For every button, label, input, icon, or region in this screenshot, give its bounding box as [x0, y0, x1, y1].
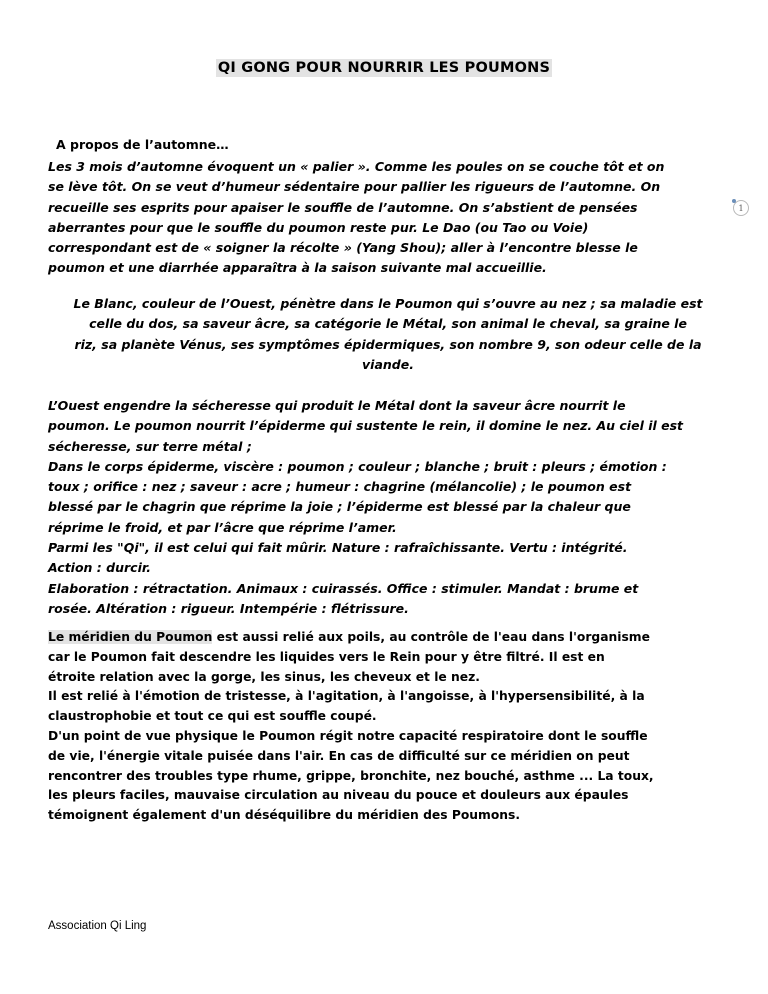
text-line: se lève tôt. On se veut d’humeur sédentaire pour pallier les rigueurs de l’automne. On: [48, 179, 661, 195]
text-line: D'un point de vue physique le Poumon régit notre capacité respiratoire dont le souffle: [48, 728, 648, 743]
page-title-text: QI GONG POUR NOURRIR LES POUMONS: [217, 60, 551, 76]
text-line: aberrantes pour que le souffle du poumon reste pur. Le Dao (ou Tao ou Voie): [48, 219, 589, 235]
text-line: réprime le froid, et par l’âcre que réprime l’amer.: [48, 519, 397, 535]
paragraph-lung-meridian: [48, 628, 728, 826]
text-line: Le Blanc, couleur de l’Ouest, pénètre dans le Poumon qui s’ouvre au nez ; sa maladie est: [73, 296, 703, 311]
text-line: Action : durcir.: [48, 560, 151, 576]
paragraph-autumn: [48, 157, 728, 279]
text-line: Elaboration : rétractation. Animaux : cuirassés. Office : stimuler. Mandat : brume et: [48, 580, 639, 596]
text-line: poumon et une diarrhée apparaîtra à la saison suivante mal accueillie.: [48, 260, 547, 276]
paragraph-white-west: [48, 294, 728, 375]
text-line: riz, sa planète Vénus, ses symptômes épidermiques, son nombre 9, son odeur celle de la: [74, 336, 702, 352]
text-line: Il est relié à l'émotion de tristesse, à l'agitation, à l'angoisse, à l'hypersensibilité, à la: [48, 689, 645, 704]
text-line: étroite relation avec la gorge, les sinus, les cheveux et le nez.: [48, 669, 480, 684]
text-line: Les 3 mois d’automne évoquent un « palier ». Comme les poules on se couche tôt et on: [48, 159, 665, 174]
text-line: témoignent également d'un déséquilibre du méridien des Poumons.: [48, 808, 521, 823]
footer-text: Association Qi Ling: [48, 920, 147, 932]
text-line: viande.: [362, 356, 414, 372]
text-line: recueille ses esprits pour apaiser le souffle de l’automne. On s’abstient de pensées: [48, 199, 638, 215]
text-line: claustrophobie et tout ce qui est souffle coupé.: [48, 709, 377, 724]
text-line: car le Poumon fait descendre les liquides vers le Rein pour y être filtré. Il est en: [48, 649, 605, 664]
paragraph-west-dryness: [48, 396, 728, 619]
page-number-badge: 1: [733, 200, 749, 216]
highlighted-term: Le méridien du Poumon: [48, 630, 213, 644]
text-line: rosée. Altération : rigueur. Intempérie : flétrissure.: [48, 600, 409, 616]
text-line: Parmi les "Qi", il est celui qui fait mûrir. Nature : rafraîchissante. Vertu : intégrité.: [48, 540, 628, 556]
text-line: poumon. Le poumon nourrit l’épiderme qui sustente le rein, il domine le nez. Au ciel il est: [48, 418, 684, 434]
text-line: sécheresse, sur terre métal ;: [48, 438, 252, 454]
text-line: toux ; orifice : nez ; saveur : acre ; humeur : chagrine (mélancolie) ; le poumon est: [48, 479, 632, 495]
text-line: Dans le corps épiderme, viscère : poumon ; couleur ; blanche ; bruit : pleurs ; émotion :: [48, 458, 667, 474]
text-line-rest: est aussi relié aux poils, au contrôle de l'eau dans l'organisme: [212, 630, 650, 644]
section-heading: A propos de l’automne…: [56, 137, 229, 152]
text-line: les pleurs faciles, mauvaise circulation au niveau du pouce et douleurs aux épaules: [48, 788, 629, 803]
text-line: rencontrer des troubles type rhume, grippe, bronchite, nez bouché, asthme ... La toux,: [48, 768, 654, 783]
text-line: correspondant est de « soigner la récolte » (Yang Shou); aller à l’encontre blesse le: [48, 240, 638, 256]
text-line: L’Ouest engendre la sécheresse qui produit le Métal dont la saveur âcre nourrit le: [48, 398, 626, 413]
text-line: blessé par le chagrin que réprime la joie ; l’épiderme est blessé par la chaleur que: [48, 499, 631, 515]
page-title: [0, 60, 768, 76]
text-line: celle du dos, sa saveur âcre, sa catégorie le Métal, son animal le cheval, sa graine le: [89, 316, 687, 332]
text-line: de vie, l'énergie vitale puisée dans l'air. En cas de difficulté sur ce méridien on peut: [48, 748, 630, 763]
text-line: [48, 628, 728, 648]
